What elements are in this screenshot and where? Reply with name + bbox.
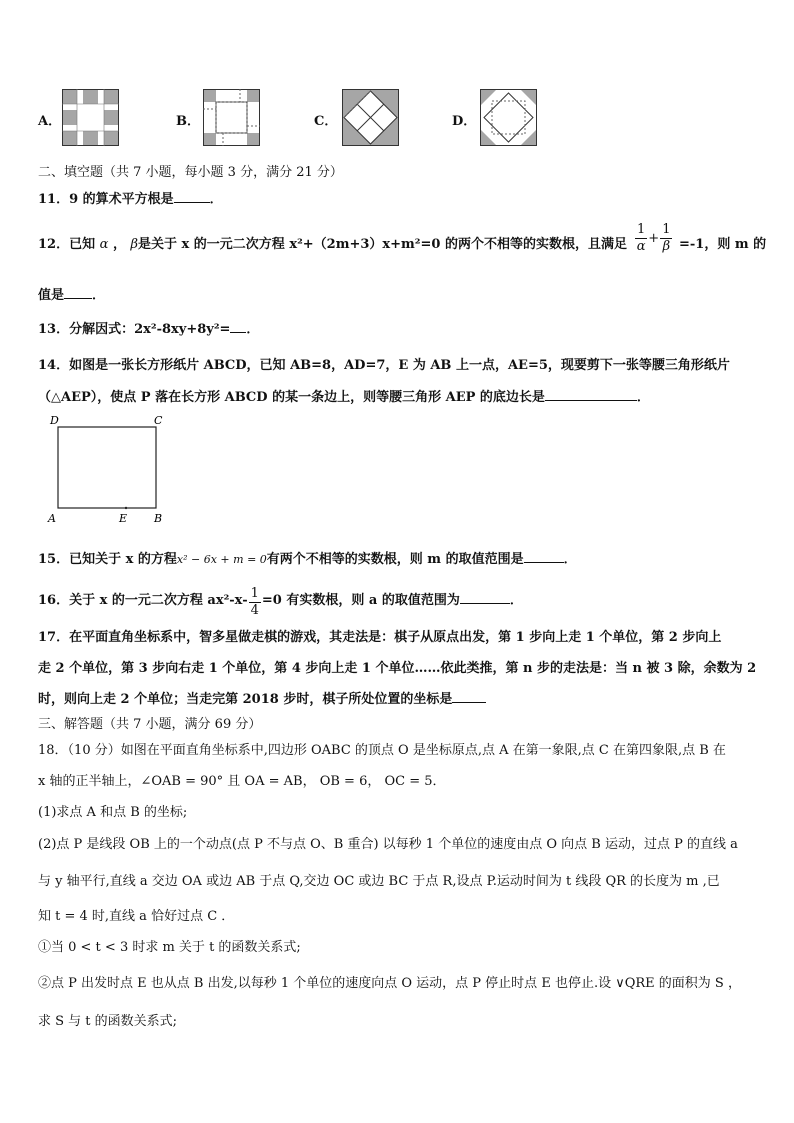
option-b-figure — [203, 89, 260, 146]
q14-line2-text: （△AEP），使点 P 落在长方形 ABCD 的某一条边上，则等腰三角形 AEP 的底边长是 — [38, 390, 545, 405]
q12-line2-text: 值是 — [38, 288, 65, 303]
q15-part1: 15．已知关于 x 的方程 — [38, 552, 177, 567]
q12-line2 — [38, 284, 105, 303]
q15-blank — [524, 552, 564, 563]
q16-num: 1 — [250, 586, 259, 601]
option-b-label: B． — [176, 114, 200, 129]
q12-end: ． — [92, 288, 106, 303]
q17-line3-text: 时，则向上走 2 个单位；当走完第 2018 步时，棋子所处位置的坐标是 — [38, 692, 453, 707]
q17-line2: 走 2 个单位，第 3 步向右走 1 个单位，第 4 步向上走 1 个单位……依此类推，第 n 步的走法是：当 n 被 3 除，余数为 2 — [38, 661, 757, 676]
q15-part2: 有两个不相等的实数根，则 m 的取值范围是 — [266, 552, 524, 567]
q12-num1: 1 — [637, 222, 646, 237]
q16-part1: 16．关于 x 的一元二次方程 ax²-x- — [38, 593, 248, 608]
q11-text: 11．9 的算术平方根是 — [38, 192, 174, 207]
q13-end: ． — [246, 322, 260, 337]
label-c: C — [154, 414, 163, 427]
q12-alpha: α — [99, 237, 109, 252]
q15-equation: x² − 6x + m = 0 — [176, 553, 267, 566]
question-11 — [38, 188, 223, 207]
option-c-label: C． — [314, 114, 338, 129]
q12-beta: β — [130, 237, 138, 252]
q12-part3: 是关于 x 的一元二次方程 x²+（2m+3）x+m²=0 的两个不相等的实数根，且满足 — [138, 237, 627, 252]
q18-line2: x 轴的正半轴上，∠OAB = 90° 且 OA = AB， OB = 6， OC = 5． — [38, 774, 446, 789]
q14-line1: 14．如图是一张长方形纸片 ABCD，已知 AB=8，AD=7，E 为 AB 上一点，AE=5，现要剪下一张等腰三角形纸片 — [38, 358, 730, 373]
q12-part2: ， — [112, 237, 126, 252]
q17-line3 — [38, 688, 486, 707]
option-a-label: A． — [38, 114, 62, 129]
q18-line7: ①当 0 < t < 3 时求 m 关于 t 的函数关系式; — [38, 940, 301, 955]
rectangle-abcd — [58, 427, 156, 508]
q14-blank — [545, 390, 637, 401]
question-16 — [38, 586, 523, 619]
q12-num2: 1 — [662, 222, 671, 237]
q12-part1: 12．已知 — [38, 237, 96, 252]
q16-blank — [460, 593, 510, 604]
section3-heading: 三、解答题（共 7 小题，满分 69 分） — [38, 717, 262, 732]
label-b: B — [154, 512, 163, 525]
q14-end: ． — [636, 390, 650, 405]
q11-blank — [174, 192, 210, 203]
q12-part4: =-1，则 m 的 — [679, 237, 767, 252]
section2-heading: 二、填空题（共 7 小题，每小题 3 分，满分 21 分） — [38, 165, 343, 180]
q18-line5: 与 y 轴平行,直线 a 交边 OA 或边 AB 于点 Q,交边 OC 或边 BC 于点 R,设点 P.运动时间为 t 线段 QR 的长度为 m ,已 — [38, 874, 720, 889]
q18-line4: (2)点 P 是线段 OB 上的一个动点(点 P 不与点 O、B 重合) 以每秒 1 个单位的速度由点 O 向点 B 运动，过点 P 的直线 a — [38, 837, 738, 852]
q17-line1: 17．在平面直角坐标系中，智多星做走棋的游戏，其走法是：棋子从原点出发，第 1 步向上走 1 个单位，第 2 步向上 — [38, 630, 722, 645]
q18-line6: 知 t = 4 时,直线 a 恰好过点 C ． — [38, 909, 235, 924]
q18-line9: 求 S 与 t 的函数关系式; — [38, 1014, 178, 1029]
option-a-figure — [62, 89, 119, 146]
option-d-label: D． — [452, 114, 477, 129]
q13-blank — [230, 322, 246, 333]
q16-den: 4 — [250, 603, 259, 618]
q12-blank — [64, 288, 92, 299]
label-e: E — [119, 512, 128, 525]
q17-blank — [452, 692, 486, 703]
question-12 — [38, 233, 627, 252]
q18-line8: ②点 P 出发时点 E 也从点 B 出发,以每秒 1 个单位的速度向点 O 运动，点 P 停止时点 E 也停止.设 ∨QRE 的面积为 S ， — [38, 976, 741, 991]
q18-line1: 18．（10 分）如图在平面直角坐标系中,四边形 OABC 的顶点 O 是坐标原点,点 A 在第一象限,点 C 在第四象限,点 B 在 — [38, 743, 726, 758]
q12-den1: α — [636, 239, 646, 254]
label-d: D — [50, 414, 59, 427]
q12-den2: β — [662, 239, 671, 254]
q11-end: ． — [209, 192, 223, 207]
option-d-figure — [480, 89, 537, 146]
q14-rectangle-figure — [46, 410, 176, 528]
q13-text: 13．分解因式：2x²-8xy+8y²= — [38, 322, 231, 337]
q18-line3: (1)求点 A 和点 B 的坐标; — [38, 805, 188, 820]
q12-plus: + — [648, 231, 660, 246]
option-c-figure — [342, 89, 399, 146]
label-a: A — [48, 512, 56, 525]
q16-part2: =0 有实数根，则 a 的取值范围为 — [261, 593, 460, 608]
q14-line2 — [38, 386, 650, 405]
point-e — [125, 507, 127, 509]
q15-end: ． — [563, 552, 577, 567]
q12-fraction-sum — [634, 222, 673, 255]
question-13 — [38, 318, 259, 337]
q16-end: ． — [509, 593, 523, 608]
question-15 — [38, 548, 577, 567]
